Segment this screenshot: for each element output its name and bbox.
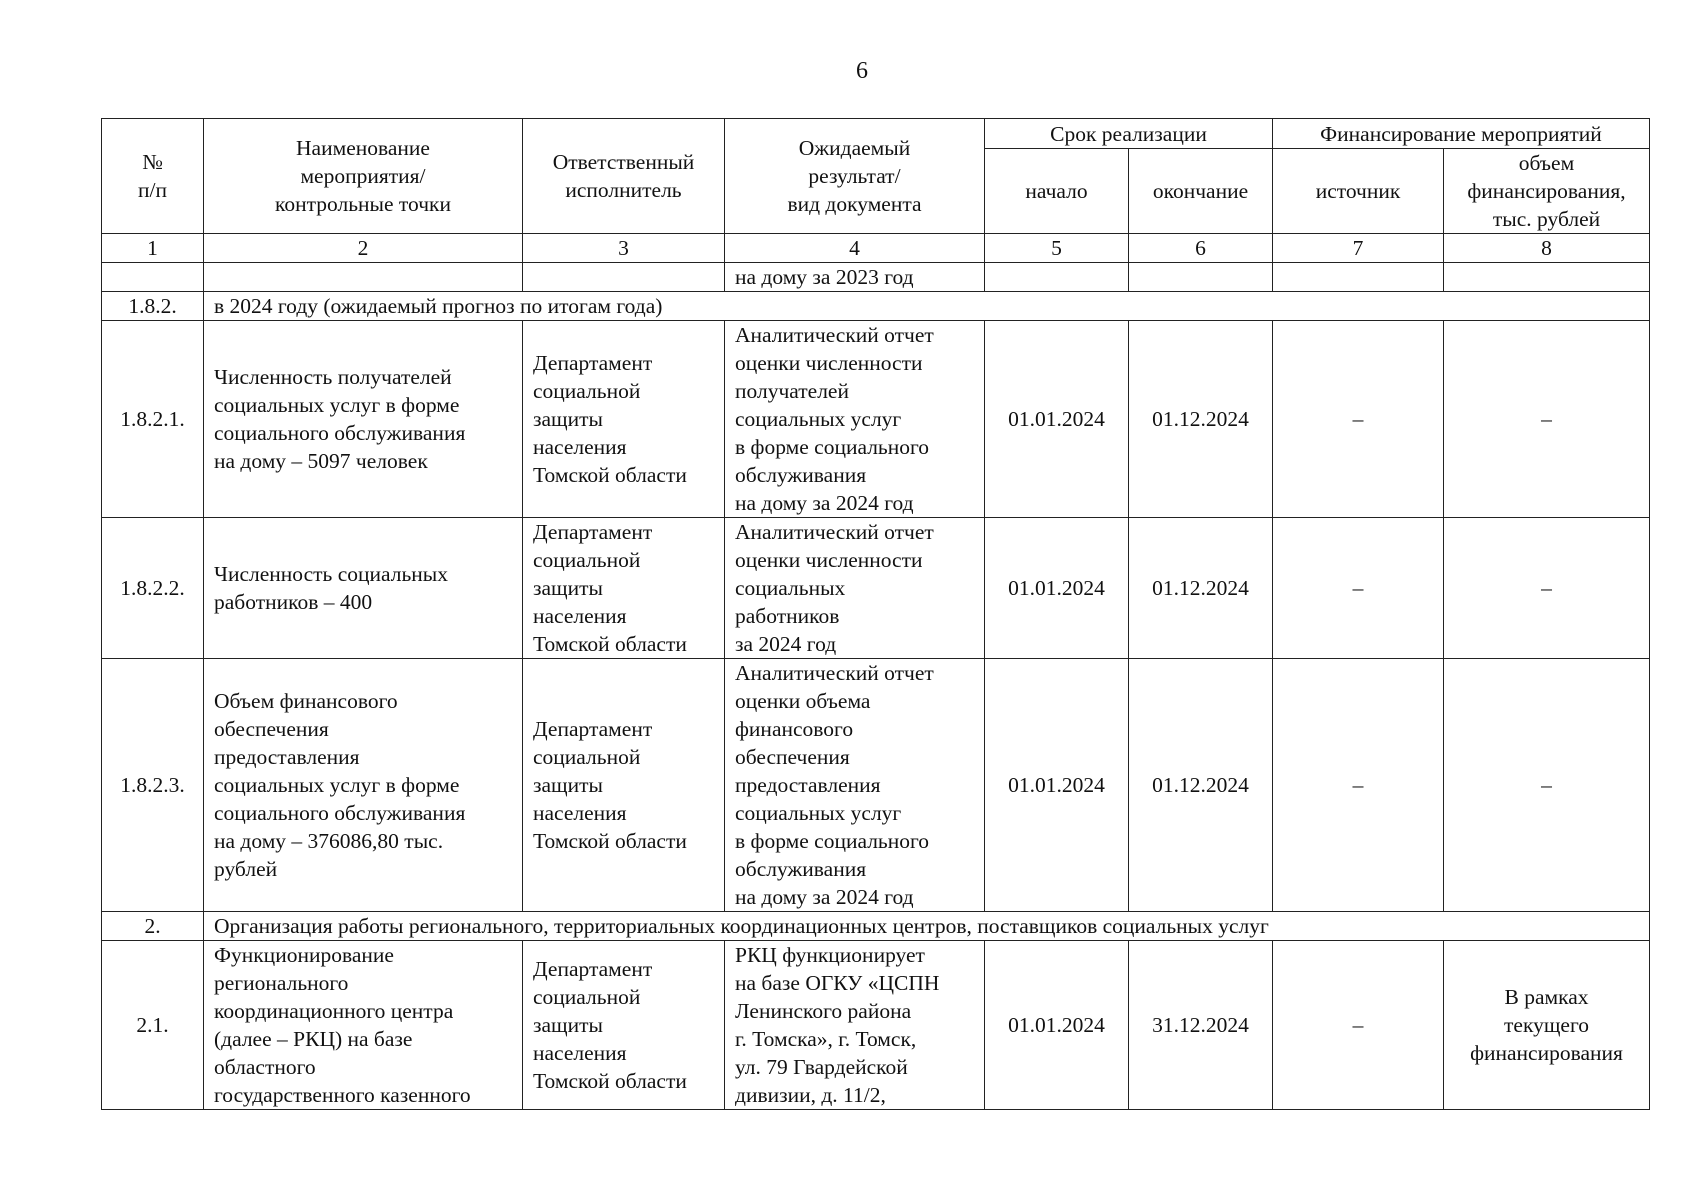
empty-cell (1444, 263, 1650, 292)
row-number: 2.1. (102, 941, 204, 1110)
header-col-end: окончание (1129, 149, 1273, 234)
section-title: Организация работы регионального, территориальных координационных центров, поставщиков социальных услуг (204, 912, 1650, 941)
expected-result: Аналитический отчет оценки объема финансового обеспечения предоставления социальных услуг в форме социального обслуживания на дому за 2024 год (725, 659, 985, 912)
empty-cell (204, 263, 523, 292)
empty-cell (1273, 263, 1444, 292)
funding-volume: В рамках текущего финансирования (1444, 941, 1650, 1110)
responsible-executor: Департамент социальной защиты населения Томской области (523, 659, 725, 912)
table-row (102, 518, 1650, 659)
activity-name: Численность получателей социальных услуг в форме социального обслуживания на дому – 5097 человек (204, 321, 523, 518)
result-cell: на дому за 2023 год (725, 263, 985, 292)
end-date: 01.12.2024 (1129, 321, 1273, 518)
empty-cell (1129, 263, 1273, 292)
activity-name: Объем финансового обеспечения предоставления социальных услуг в форме социального обслуживания на дому – 376086,80 тыс. рублей (204, 659, 523, 912)
start-date: 01.01.2024 (985, 518, 1129, 659)
start-date: 01.01.2024 (985, 941, 1129, 1110)
page-number: 6 (856, 58, 868, 84)
row-number: 1.8.2.1. (102, 321, 204, 518)
column-number: 6 (1129, 234, 1273, 263)
funding-source: – (1273, 321, 1444, 518)
section-title: в 2024 году (ожидаемый прогноз по итогам года) (204, 292, 1650, 321)
column-number: 3 (523, 234, 725, 263)
section-row-1-8-2 (102, 292, 1650, 321)
column-number-row (102, 234, 1650, 263)
column-number: 8 (1444, 234, 1650, 263)
header-col-volume: объем финансирования, тыс. рублей (1444, 149, 1650, 234)
header-col-start: начало (985, 149, 1129, 234)
activity-name: Численность социальных работников – 400 (204, 518, 523, 659)
section-number: 1.8.2. (102, 292, 204, 321)
responsible-executor: Департамент социальной защиты населения Томской области (523, 518, 725, 659)
header-col-result: Ожидаемый результат/ вид документа (725, 119, 985, 234)
start-date: 01.01.2024 (985, 659, 1129, 912)
column-number: 4 (725, 234, 985, 263)
start-date: 01.01.2024 (985, 321, 1129, 518)
header-group-financing: Финансирование мероприятий (1273, 119, 1650, 149)
funding-volume: – (1444, 659, 1650, 912)
column-number: 5 (985, 234, 1129, 263)
funding-volume: – (1444, 518, 1650, 659)
row-number: 1.8.2.2. (102, 518, 204, 659)
expected-result: РКЦ функционирует на базе ОГКУ «ЦСПН Ленинского района г. Томска», г. Томск, ул. 79 Гвардейской дивизии, д. 11/2, (725, 941, 985, 1110)
column-number: 1 (102, 234, 204, 263)
responsible-executor: Департамент социальной защиты населения Томской области (523, 321, 725, 518)
empty-cell (102, 263, 204, 292)
expected-result: Аналитический отчет оценки численности получателей социальных услуг в форме социального обслуживания на дому за 2024 год (725, 321, 985, 518)
table-row (102, 941, 1650, 1110)
activity-name: Функционирование регионального координационного центра (далее – РКЦ) на базе областного государственного казенного (204, 941, 523, 1110)
header-col-number: № п/п (102, 119, 204, 234)
funding-source: – (1273, 659, 1444, 912)
table-row (102, 321, 1650, 518)
section-row-2 (102, 912, 1650, 941)
empty-cell (523, 263, 725, 292)
carry-over-row (102, 263, 1650, 292)
empty-cell (985, 263, 1129, 292)
column-number: 7 (1273, 234, 1444, 263)
end-date: 01.12.2024 (1129, 518, 1273, 659)
section-number: 2. (102, 912, 204, 941)
header-group-term: Срок реализации (985, 119, 1273, 149)
header-row-top (102, 119, 1650, 149)
end-date: 01.12.2024 (1129, 659, 1273, 912)
funding-source: – (1273, 941, 1444, 1110)
header-col-responsible: Ответственный исполнитель (523, 119, 725, 234)
expected-result: Аналитический отчет оценки численности социальных работников за 2024 год (725, 518, 985, 659)
column-number: 2 (204, 234, 523, 263)
header-col-source: источник (1273, 149, 1444, 234)
row-number: 1.8.2.3. (102, 659, 204, 912)
header-col-name: Наименование мероприятия/ контрольные точки (204, 119, 523, 234)
table-row (102, 659, 1650, 912)
responsible-executor: Департамент социальной защиты населения Томской области (523, 941, 725, 1110)
action-plan-table (101, 118, 1650, 1110)
funding-volume: – (1444, 321, 1650, 518)
funding-source: – (1273, 518, 1444, 659)
end-date: 31.12.2024 (1129, 941, 1273, 1110)
